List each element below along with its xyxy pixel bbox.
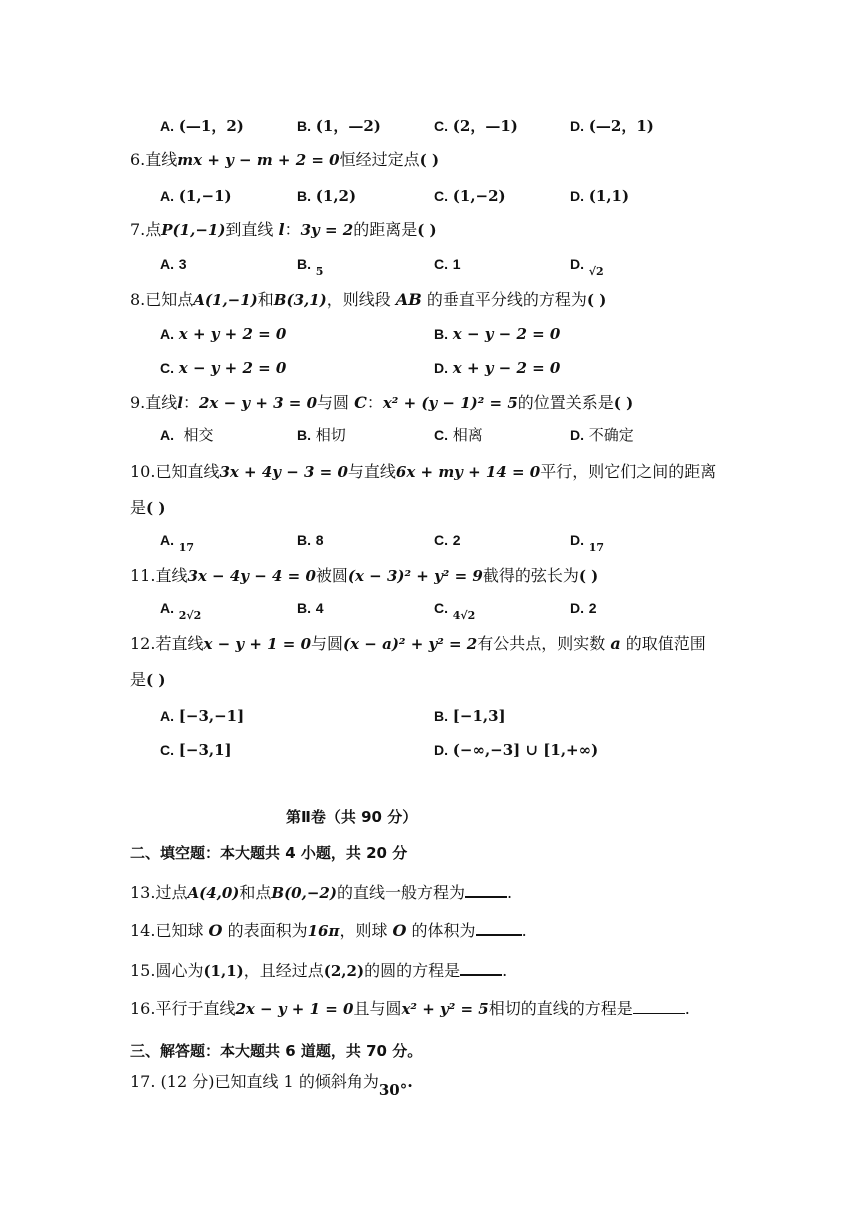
option-value: (—2，1) xyxy=(588,117,654,135)
q10-option-d xyxy=(570,530,604,552)
q9-text-mid: 与圆 xyxy=(317,393,355,412)
section-fill-in-heading: 二、填空题：本大题共 4 小题，共 20 分 xyxy=(130,844,408,862)
question-8 xyxy=(130,290,606,310)
option-value: 5 xyxy=(315,265,324,278)
answer-blank[interactable] xyxy=(476,920,522,936)
option-value: [−1,3] xyxy=(452,707,506,725)
answer-paren: ( ) xyxy=(419,151,440,169)
q13-text-mid: 和点 xyxy=(239,883,272,902)
q9-line-l: l xyxy=(177,394,183,412)
q12-text-post2: 的取值范围 xyxy=(620,634,706,653)
q12-option-b xyxy=(434,706,506,726)
option-label: B. xyxy=(434,708,448,724)
q7-math-line: 3y = 2 xyxy=(300,221,354,239)
option-label: C. xyxy=(434,600,448,616)
option-value: x − y − 2 = 0 xyxy=(452,325,561,343)
section-answer-heading: 三、解答题：本大题共 6 道题，共 70 分。 xyxy=(130,1042,423,1060)
q7-option-b xyxy=(297,254,323,276)
answer-paren: ( ) xyxy=(146,499,166,517)
q10-math-line1: 3x + 4y − 3 = 0 xyxy=(219,463,348,481)
q11-text: 11.直线 xyxy=(130,566,188,585)
q8-option-d xyxy=(434,358,560,378)
option-label: B. xyxy=(297,256,311,272)
option-value: (1,1) xyxy=(588,187,630,205)
q14-sphere-o: O xyxy=(208,921,223,940)
q5-option-c xyxy=(434,116,518,136)
q12-math-circle: (x − a)² + y² = 2 xyxy=(343,635,478,653)
q12-option-d xyxy=(434,740,598,760)
q14-text-post1: ，则球 xyxy=(339,921,393,940)
answer-blank[interactable] xyxy=(465,882,507,898)
option-value: 2√2 xyxy=(178,609,202,622)
q8-text-post1: ，则线段 xyxy=(326,290,396,309)
question-11 xyxy=(130,566,598,586)
q7-text: 7.点 xyxy=(130,220,162,239)
option-label: C. xyxy=(160,742,174,758)
q9-option-d xyxy=(570,425,634,445)
q9-colon2: ： xyxy=(366,393,383,412)
q7-text-mid: 到直线 xyxy=(225,220,279,239)
q9-option-a xyxy=(160,425,214,445)
q7-colon: ： xyxy=(284,220,301,239)
option-label: A. xyxy=(160,427,174,443)
q16-text-post: 相切的直线的方程是 xyxy=(488,999,633,1018)
question-10 xyxy=(130,462,716,482)
q8-option-c xyxy=(160,358,286,378)
q17-end: . xyxy=(407,1072,413,1091)
q15-end: . xyxy=(502,961,508,980)
option-label: C. xyxy=(160,360,174,376)
option-label: A. xyxy=(160,600,174,616)
q13-math-b: B(0,−2) xyxy=(271,884,337,902)
q11-option-d xyxy=(570,598,597,618)
question-12 xyxy=(130,634,706,654)
q14-sphere-o2: O xyxy=(392,921,407,940)
option-label: C. xyxy=(434,532,448,548)
q8-math-b: B(3,1) xyxy=(273,291,327,309)
q9-text-post: 的位置关系是 xyxy=(517,393,614,412)
q6-option-d xyxy=(570,186,629,206)
q7-text-post: 的距离是 xyxy=(353,220,418,239)
q15-text: 15.圆心为 xyxy=(130,961,204,980)
q7-option-a xyxy=(160,254,187,274)
option-label: C. xyxy=(434,118,448,134)
q9-option-b xyxy=(297,425,346,445)
answer-blank[interactable] xyxy=(633,999,685,1014)
q14-text-mid: 的表面积为 xyxy=(222,921,308,940)
option-label: A. xyxy=(160,256,174,272)
q8-text: 8.已知点 xyxy=(130,290,194,309)
q7-option-d xyxy=(570,254,604,276)
q11-math-line: 3x − 4y − 4 = 0 xyxy=(187,567,316,585)
q16-math-line: 2x − y + 1 = 0 xyxy=(235,1000,354,1018)
option-label: D. xyxy=(570,427,584,443)
q5-option-d xyxy=(570,116,654,136)
option-label: B. xyxy=(297,118,311,134)
option-label: D. xyxy=(570,532,584,548)
q15-math-point: (2,2) xyxy=(323,962,365,980)
q8-and: 和 xyxy=(257,290,274,309)
question-15 xyxy=(130,960,507,981)
option-label: B. xyxy=(297,532,311,548)
q16-end: . xyxy=(684,999,690,1018)
q10-option-a xyxy=(160,530,194,552)
q8-option-b xyxy=(434,324,560,344)
option-value: (2，—1) xyxy=(452,117,518,135)
q15-math-center: (1,1) xyxy=(203,962,244,980)
q9-math-circle: x² + (y − 1)² = 5 xyxy=(382,394,518,412)
option-value: 4 xyxy=(315,600,324,616)
q10-option-c xyxy=(434,530,461,550)
q13-end: . xyxy=(506,883,513,902)
option-value: 相切 xyxy=(315,426,346,444)
question-13 xyxy=(130,882,512,903)
question-10-cont xyxy=(130,498,165,518)
q14-text: 14.已知球 xyxy=(130,921,209,940)
q10-text-mid: 与直线 xyxy=(347,462,396,481)
q11-option-b xyxy=(297,598,324,618)
question-16 xyxy=(130,999,690,1019)
question-9 xyxy=(130,393,633,413)
option-label: A. xyxy=(160,532,174,548)
option-label: B. xyxy=(434,326,448,342)
q12-option-a xyxy=(160,706,244,726)
q11-text-post: 截得的弦长为 xyxy=(482,566,579,585)
option-label: B. xyxy=(297,188,311,204)
option-value: (1,−1) xyxy=(178,187,232,205)
q11-option-c xyxy=(434,598,475,620)
q6-text-post: 恒经过定点 xyxy=(339,150,420,169)
q6-option-b xyxy=(297,186,356,206)
q11-math-circle: (x − 3)² + y² = 9 xyxy=(347,567,483,585)
q10-text-post: 平行，则它们之间的距离 xyxy=(540,462,717,481)
option-label: A. xyxy=(160,326,174,342)
q16-text: 16.平行于直线 xyxy=(130,999,236,1018)
option-value: [−3,−1] xyxy=(178,707,245,725)
option-label: D. xyxy=(570,600,584,616)
q9-circle-c: C xyxy=(354,393,367,412)
option-value: 相交 xyxy=(183,426,214,444)
answer-paren: ( ) xyxy=(586,291,607,309)
q9-colon: ： xyxy=(182,393,199,412)
option-label: A. xyxy=(160,118,174,134)
part-two-title: 第Ⅱ卷（共 90 分） xyxy=(286,808,418,826)
q12-text-post1: 有公共点，则实数 xyxy=(477,634,611,653)
option-value: (−∞,−3] ∪ [1,+∞) xyxy=(452,741,599,759)
q7-line-l: l xyxy=(278,220,285,239)
question-12-cont xyxy=(130,670,165,690)
question-7 xyxy=(130,220,437,240)
q8-math-a: A(1,−1) xyxy=(193,291,258,309)
q10-text: 10.已知直线 xyxy=(130,462,220,481)
option-value: [−3,1] xyxy=(178,741,232,759)
option-label: C. xyxy=(434,188,448,204)
option-label: D. xyxy=(570,118,584,134)
option-value: 17 xyxy=(178,541,195,554)
q5-option-a xyxy=(160,116,244,136)
q12-text-mid: 与圆 xyxy=(311,634,344,653)
q8-text-post2: 的垂直平分线的方程为 xyxy=(421,290,587,309)
option-label: D. xyxy=(434,742,448,758)
q13-math-a: A(4,0) xyxy=(187,884,240,902)
q12-text: 12.若直线 xyxy=(130,634,204,653)
option-label: A. xyxy=(160,708,174,724)
q12-option-c xyxy=(160,740,232,760)
q9-text: 9.直线 xyxy=(130,393,178,412)
option-value: 不确定 xyxy=(588,426,634,444)
q15-text-post: 的圆的方程是 xyxy=(364,961,461,980)
answer-paren: ( ) xyxy=(417,221,437,239)
option-value: (—1，2) xyxy=(178,117,244,135)
answer-paren: ( ) xyxy=(578,567,599,585)
answer-paren: ( ) xyxy=(613,394,634,412)
option-label: B. xyxy=(297,427,311,443)
q7-math-point: P(1,−1) xyxy=(161,221,226,239)
q6-math: mx + y − m + 2 = 0 xyxy=(177,151,340,169)
q15-text-mid: ，且经过点 xyxy=(243,961,324,980)
option-value: x − y + 2 = 0 xyxy=(178,359,287,377)
q9-math-line: 2x − y + 3 = 0 xyxy=(199,394,318,412)
option-value: (1,2) xyxy=(315,187,357,205)
option-value: x + y − 2 = 0 xyxy=(452,359,561,377)
q13-text-post: 的直线一般方程为 xyxy=(336,883,465,902)
option-value: (1，—2) xyxy=(315,117,381,135)
option-value: 17 xyxy=(588,541,605,554)
answer-blank[interactable] xyxy=(460,960,502,976)
q10-option-b xyxy=(297,530,324,550)
option-value: 1 xyxy=(452,256,461,272)
q6-option-a xyxy=(160,186,232,206)
question-6 xyxy=(130,150,439,170)
q12-var-a: a xyxy=(610,634,621,653)
q11-text-mid: 被圆 xyxy=(315,566,348,585)
q12-text-line2: 是 xyxy=(130,670,147,689)
option-value: 4√2 xyxy=(452,609,476,622)
option-label: D. xyxy=(570,256,584,272)
option-value: 2 xyxy=(452,532,461,548)
question-14 xyxy=(130,920,527,941)
option-value: 3 xyxy=(178,256,187,272)
q13-text: 13.过点 xyxy=(130,883,188,902)
option-value: √2 xyxy=(588,265,604,278)
option-value: 2 xyxy=(588,600,597,616)
option-label: C. xyxy=(434,256,448,272)
q8-option-a xyxy=(160,324,286,344)
option-value: 8 xyxy=(315,532,324,548)
q6-option-c xyxy=(434,186,506,206)
option-value: x + y + 2 = 0 xyxy=(178,325,287,343)
option-label: D. xyxy=(570,188,584,204)
question-17 xyxy=(130,1072,413,1099)
option-label: C. xyxy=(434,427,448,443)
q17-text: 17. (12 分)已知直线 1 的倾斜角为 xyxy=(130,1072,379,1091)
option-value: (1,−2) xyxy=(452,187,506,205)
q6-text: 6.直线 xyxy=(130,150,178,169)
q5-option-b xyxy=(297,116,381,136)
q11-option-a xyxy=(160,598,201,620)
q10-math-line2: 6x + my + 14 = 0 xyxy=(395,463,541,481)
q12-math-line: x − y + 1 = 0 xyxy=(203,635,312,653)
q7-option-c xyxy=(434,254,461,274)
q17-math-angle: 30° xyxy=(378,1081,408,1099)
q8-segment-ab: AB xyxy=(395,290,422,309)
q14-end: . xyxy=(521,921,527,940)
q9-option-c xyxy=(434,425,483,445)
option-label: D. xyxy=(434,360,448,376)
q10-text-line2: 是 xyxy=(130,498,147,517)
q16-math-circle: x² + y² = 5 xyxy=(401,1000,489,1018)
q14-math-area: 16π xyxy=(307,922,340,940)
option-value: 相离 xyxy=(452,426,483,444)
answer-paren: ( ) xyxy=(146,671,166,689)
q14-text-post2: 的体积为 xyxy=(406,921,476,940)
option-label: A. xyxy=(160,188,174,204)
q16-text-mid: 且与圆 xyxy=(353,999,402,1018)
option-label: B. xyxy=(297,600,311,616)
